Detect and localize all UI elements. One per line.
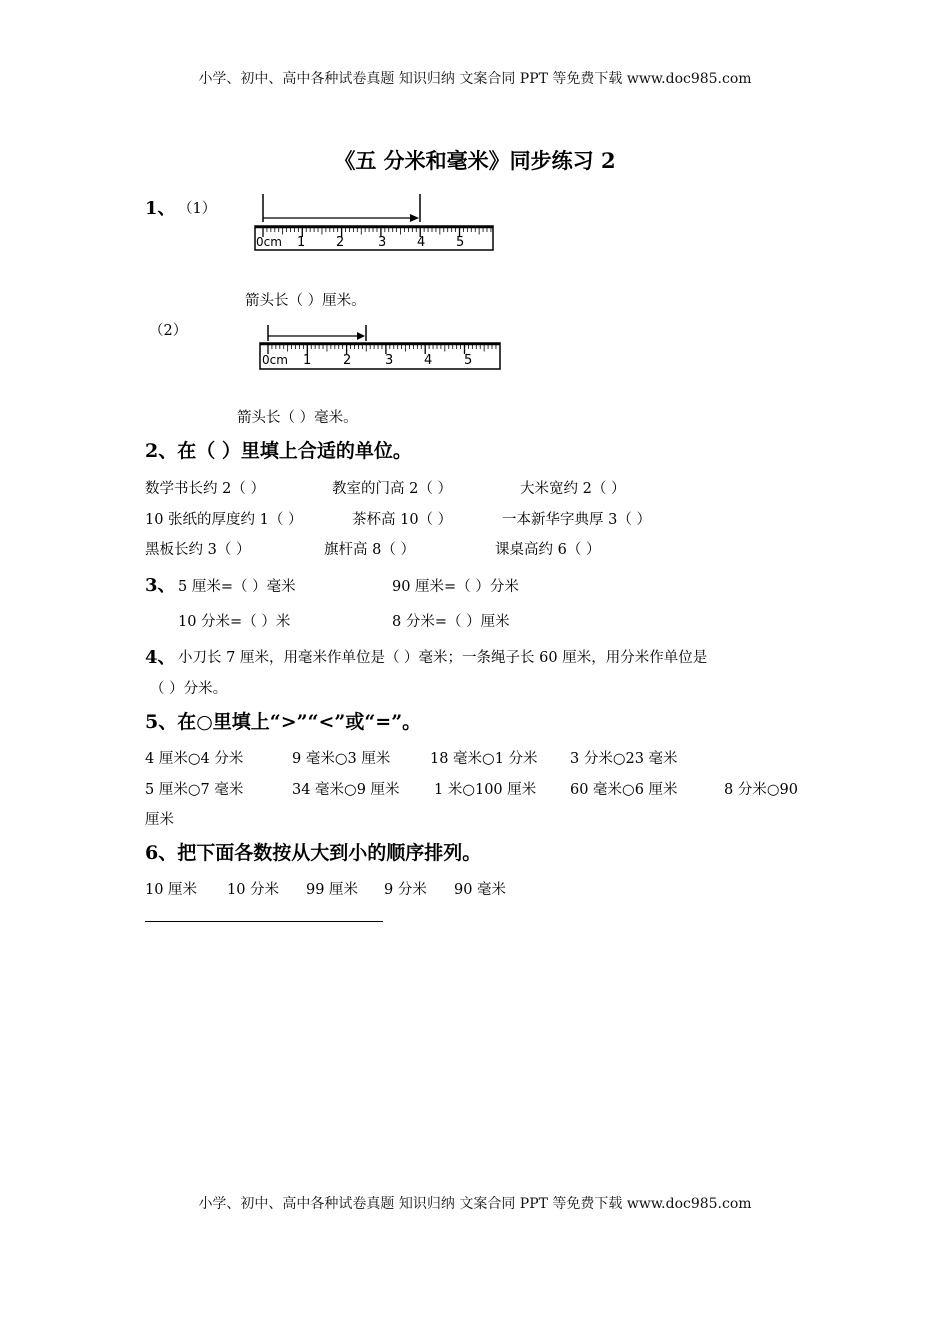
q1-part2-caption: 箭头长（ ）毫米。 <box>237 410 358 426</box>
q5-item: 5 厘米○7 毫米 <box>145 782 244 798</box>
q4-line2: （ ）分米。 <box>150 681 228 697</box>
arrow-head <box>410 214 419 222</box>
q2-item: 茶杯高 10（ ） <box>352 512 453 528</box>
q5-item: 34 毫米○9 厘米 <box>292 782 400 798</box>
q4-line1: 小刀长 7 厘米，用毫米作单位是（ ）毫米；一条绳子长 60 厘米，用分米作单位是 <box>178 650 708 666</box>
q5-item: 4 厘米○4 分米 <box>145 751 244 767</box>
q3-item: 8 分米=（ ）厘米 <box>392 614 510 630</box>
q2-item: 黑板长约 3（ ） <box>145 542 251 558</box>
q6-item: 99 厘米 <box>306 882 359 898</box>
ruler-figure-1 <box>245 190 505 256</box>
q6-item: 10 分米 <box>227 882 280 898</box>
q1-part1-label: （1） <box>178 201 217 217</box>
q3-item: 90 厘米=（ ）分米 <box>392 579 519 595</box>
ruler-label-1: 1 <box>297 235 306 250</box>
ruler-label-3: 3 <box>385 353 394 368</box>
q6-item: 10 厘米 <box>145 882 198 898</box>
page-header: 小学、初中、高中各种试卷真题 知识归纳 文案合同 PPT 等免费下载 www.doc985.com <box>198 71 752 87</box>
q5-heading: 5、在○里填上“>”“<”或“=”。 <box>145 711 422 733</box>
q2-item: 大米宽约 2（ ） <box>520 481 626 497</box>
page-title: 《五 分米和毫米》同步练习 2 <box>334 148 616 173</box>
q2-item: 一本新华字典厚 3（ ） <box>502 512 651 528</box>
q2-item: 10 张纸的厚度约 1（ ） <box>145 512 303 528</box>
ruler-label-0: 0cm <box>262 353 288 367</box>
arrow-head <box>357 332 365 340</box>
q2-heading: 2、在（ ）里填上合适的单位。 <box>145 440 412 462</box>
q5-item: 9 毫米○3 厘米 <box>292 751 391 767</box>
q2-item: 课桌高约 6（ ） <box>495 542 601 558</box>
q5-item: 1 米○100 厘米 <box>434 782 537 798</box>
q2-item: 教室的门高 2（ ） <box>332 481 452 497</box>
ruler-label-4: 4 <box>424 353 433 368</box>
ruler-label-1: 1 <box>303 353 312 368</box>
q3-item: 10 分米=（ ）米 <box>178 614 291 630</box>
ruler-label-4: 4 <box>417 235 426 250</box>
ruler-label-2: 2 <box>343 353 352 368</box>
q1-part1-caption: 箭头长（ ）厘米。 <box>245 293 366 309</box>
q1-number: 1、 <box>145 198 176 219</box>
ruler-label-0: 0cm <box>256 235 282 249</box>
ruler-label-5: 5 <box>456 235 465 250</box>
answer-line <box>145 921 383 922</box>
q3-number: 3、 <box>145 575 176 596</box>
q1-part2-label: （2） <box>149 323 188 339</box>
q4-number: 4、 <box>145 647 176 668</box>
q2-item: 旗杆高 8（ ） <box>324 542 415 558</box>
q6-item: 90 毫米 <box>454 882 507 898</box>
ruler-label-3: 3 <box>378 235 387 250</box>
q5-item: 3 分米○23 毫米 <box>570 751 678 767</box>
q6-item: 9 分米 <box>384 882 427 898</box>
q6-heading: 6、把下面各数按从大到小的顺序排列。 <box>145 842 482 864</box>
page-footer: 小学、初中、高中各种试卷真题 知识归纳 文案合同 PPT 等免费下载 www.doc985.com <box>198 1196 752 1212</box>
ruler-label-2: 2 <box>336 235 345 250</box>
q5-item: 60 毫米○6 厘米 <box>570 782 678 798</box>
q5-item-continued: 厘米 <box>145 812 174 828</box>
q3-item: 5 厘米=（ ）毫米 <box>178 579 296 595</box>
q2-item: 数学书长约 2（ ） <box>145 481 265 497</box>
q5-item: 18 毫米○1 分米 <box>430 751 538 767</box>
q5-item: 8 分米○90 <box>724 782 798 798</box>
ruler-label-5: 5 <box>464 353 473 368</box>
ruler-figure-2 <box>252 322 512 374</box>
